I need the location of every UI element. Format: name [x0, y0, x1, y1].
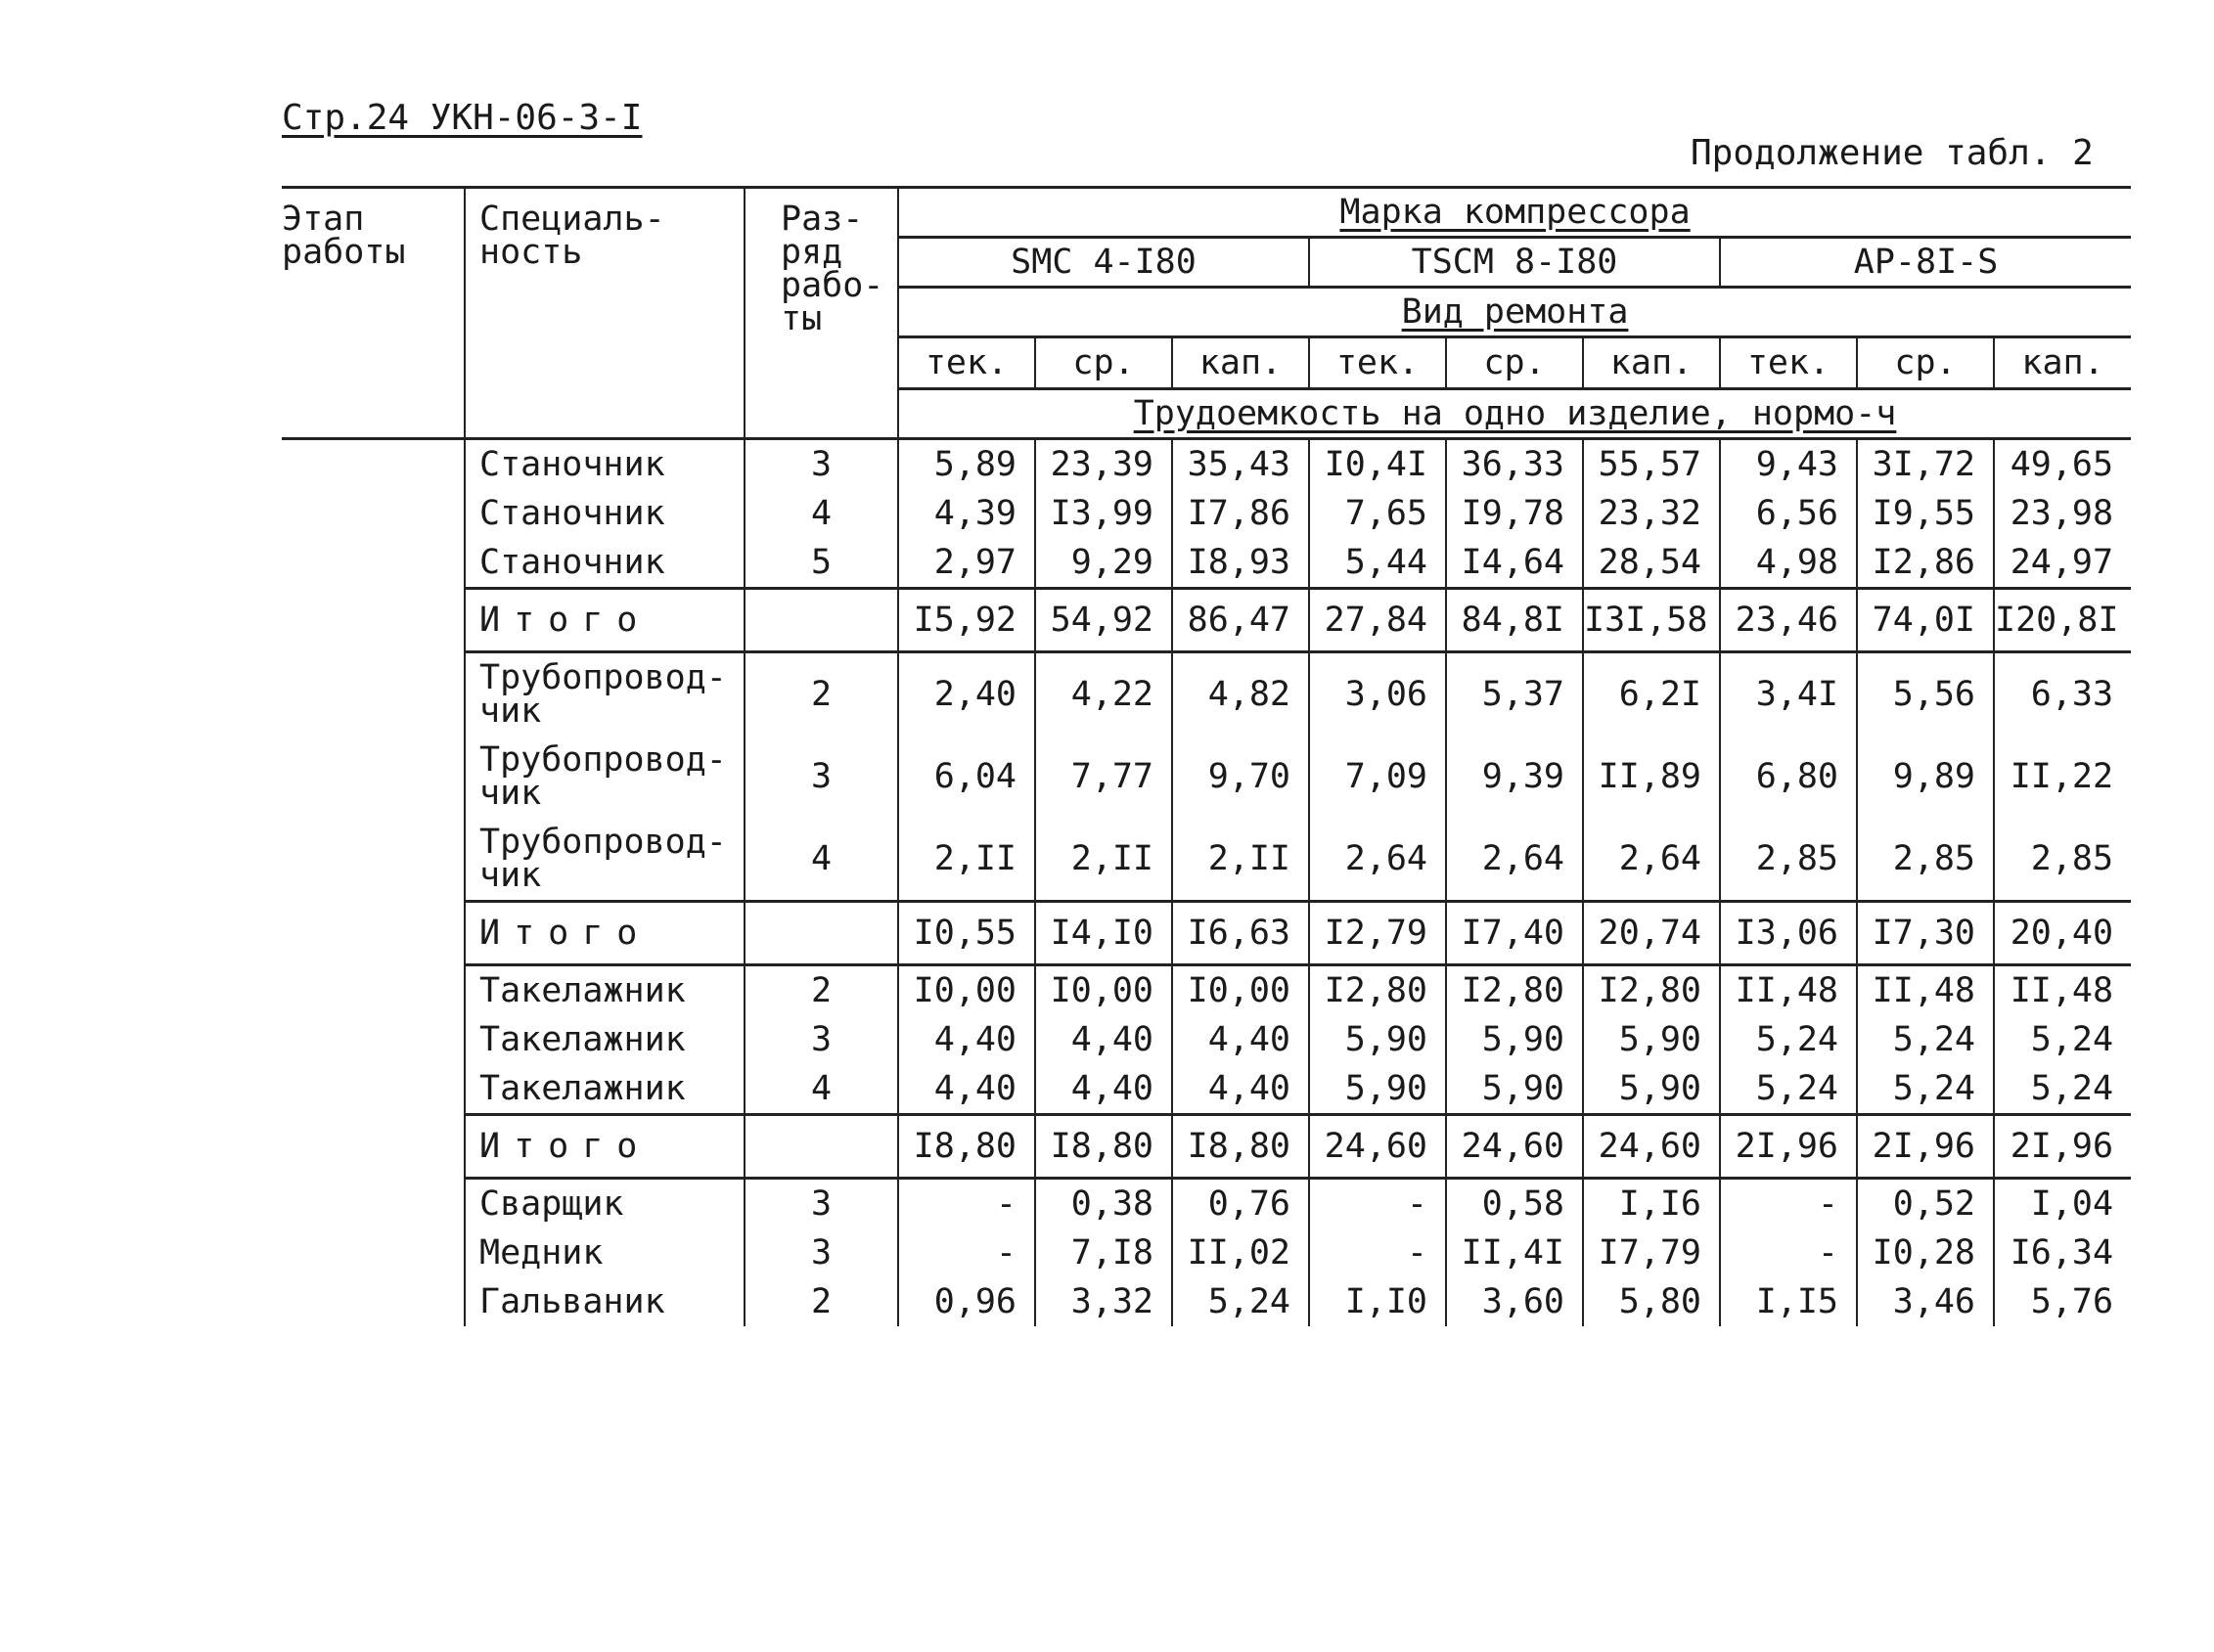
value-cell: 2,64: [1309, 818, 1446, 902]
specialty-cell: Медник: [465, 1228, 745, 1277]
value-cell: 2,II: [1172, 818, 1309, 902]
stage-cell: [282, 1015, 465, 1064]
rank-cell: 3: [745, 1179, 898, 1229]
total-value-cell: 23,46: [1720, 589, 1857, 652]
header-labor-intensity: Трудоемкость на одно изделие, нормо-ч: [898, 389, 2131, 439]
value-cell: -: [1309, 1228, 1446, 1277]
value-cell: 7,09: [1309, 736, 1446, 818]
total-value-cell: I4,I0: [1035, 902, 1172, 965]
value-cell: 5,24: [1994, 1015, 2131, 1064]
specialty-cell: Станочник: [465, 439, 745, 490]
value-cell: 5,90: [1583, 1064, 1720, 1115]
value-cell: 36,33: [1446, 439, 1583, 490]
value-cell: I2,80: [1583, 965, 1720, 1016]
header-repair-kind: ср.: [1446, 337, 1583, 389]
specialty-cell: Станочник: [465, 538, 745, 589]
value-cell: 23,39: [1035, 439, 1172, 490]
header-model-smc: SMC 4-I80: [898, 238, 1309, 288]
total-label: Итого: [465, 902, 745, 965]
value-cell: 6,80: [1720, 736, 1857, 818]
value-cell: 5,80: [1583, 1277, 1720, 1326]
value-cell: 23,32: [1583, 489, 1720, 538]
specialty-cell: Такелажник: [465, 1064, 745, 1115]
value-cell: 5,89: [898, 439, 1035, 490]
stage-cell: [282, 1179, 465, 1229]
rank-cell: 3: [745, 439, 898, 490]
specialty-cell: Такелажник: [465, 1015, 745, 1064]
total-value-cell: 20,40: [1994, 902, 2131, 965]
stage-cell: [282, 589, 465, 652]
value-cell: II,02: [1172, 1228, 1309, 1277]
value-cell: 3,32: [1035, 1277, 1172, 1326]
total-value-cell: I3I,58: [1583, 589, 1720, 652]
total-value-cell: 2I,96: [1720, 1115, 1857, 1179]
total-value-cell: I20,8I: [1994, 589, 2131, 652]
table-row: [282, 1064, 2131, 1115]
header-repair-kind: тек.: [1720, 337, 1857, 389]
value-cell: II,4I: [1446, 1228, 1583, 1277]
value-cell: I0,28: [1857, 1228, 1994, 1277]
value-cell: II,48: [1994, 965, 2131, 1016]
value-cell: 4,40: [1172, 1015, 1309, 1064]
value-cell: 2,40: [898, 652, 1035, 737]
value-cell: 5,56: [1857, 652, 1994, 737]
header-specialty: Специаль- ность: [465, 188, 745, 439]
value-cell: 5,90: [1446, 1015, 1583, 1064]
value-cell: 35,43: [1172, 439, 1309, 490]
value-cell: 5,24: [1994, 1064, 2131, 1115]
total-value-cell: I0,55: [898, 902, 1035, 965]
value-cell: 9,43: [1720, 439, 1857, 490]
total-value-cell: 24,60: [1583, 1115, 1720, 1179]
total-value-cell: 74,0I: [1857, 589, 1994, 652]
value-cell: 2,II: [1035, 818, 1172, 902]
table-row: [282, 1228, 2131, 1277]
specialty-cell: Станочник: [465, 489, 745, 538]
value-cell: 5,24: [1857, 1015, 1994, 1064]
total-value-cell: I8,80: [898, 1115, 1035, 1179]
value-cell: 5,76: [1994, 1277, 2131, 1326]
value-cell: 4,40: [1035, 1015, 1172, 1064]
value-cell: I7,79: [1583, 1228, 1720, 1277]
table-row: [282, 736, 2131, 818]
value-cell: 0,58: [1446, 1179, 1583, 1229]
value-cell: 5,90: [1309, 1015, 1446, 1064]
value-cell: 2,64: [1446, 818, 1583, 902]
rank-cell: 3: [745, 1015, 898, 1064]
value-cell: 7,I8: [1035, 1228, 1172, 1277]
total-label: Итого: [465, 1115, 745, 1179]
value-cell: 0,76: [1172, 1179, 1309, 1229]
value-cell: 55,57: [1583, 439, 1720, 490]
value-cell: II,22: [1994, 736, 2131, 818]
header-rank: Раз- ряд рабо- ты: [745, 188, 898, 439]
value-cell: 2,II: [898, 818, 1035, 902]
value-cell: II,89: [1583, 736, 1720, 818]
rank-cell: 2: [745, 1277, 898, 1326]
value-cell: 9,70: [1172, 736, 1309, 818]
stage-cell: [282, 489, 465, 538]
stage-cell: [282, 1115, 465, 1179]
value-cell: 6,56: [1720, 489, 1857, 538]
value-cell: 28,54: [1583, 538, 1720, 589]
total-label: Итого: [465, 589, 745, 652]
header-repair-kind: ср.: [1857, 337, 1994, 389]
header-model-tscm: TSCM 8-I80: [1309, 238, 1720, 288]
value-cell: 7,65: [1309, 489, 1446, 538]
value-cell: I,I6: [1583, 1179, 1720, 1229]
value-cell: 5,24: [1857, 1064, 1994, 1115]
value-cell: 5,90: [1446, 1064, 1583, 1115]
total-value-cell: 27,84: [1309, 589, 1446, 652]
specialty-cell: Трубопровод-чик: [465, 736, 745, 818]
stage-cell: [282, 736, 465, 818]
value-cell: 3I,72: [1857, 439, 1994, 490]
total-value-cell: I7,30: [1857, 902, 1994, 965]
total-value-cell: 20,74: [1583, 902, 1720, 965]
specialty-cell: Сварщик: [465, 1179, 745, 1229]
rank-cell: 3: [745, 736, 898, 818]
value-cell: 5,90: [1583, 1015, 1720, 1064]
value-cell: I4,64: [1446, 538, 1583, 589]
value-cell: I9,55: [1857, 489, 1994, 538]
value-cell: 9,39: [1446, 736, 1583, 818]
value-cell: I9,78: [1446, 489, 1583, 538]
total-value-cell: I2,79: [1309, 902, 1446, 965]
value-cell: I0,4I: [1309, 439, 1446, 490]
rank-cell: [745, 902, 898, 965]
rank-cell: 5: [745, 538, 898, 589]
value-cell: I,I5: [1720, 1277, 1857, 1326]
value-cell: I0,00: [1172, 965, 1309, 1016]
rank-cell: 4: [745, 489, 898, 538]
specialty-cell: Трубопровод-чик: [465, 818, 745, 902]
value-cell: 9,89: [1857, 736, 1994, 818]
total-value-cell: 2I,96: [1994, 1115, 2131, 1179]
value-cell: 2,85: [1994, 818, 2131, 902]
value-cell: 5,24: [1720, 1015, 1857, 1064]
stage-cell: [282, 439, 465, 490]
total-value-cell: I8,80: [1172, 1115, 1309, 1179]
total-value-cell: I8,80: [1035, 1115, 1172, 1179]
value-cell: 5,24: [1720, 1064, 1857, 1115]
stage-cell: [282, 538, 465, 589]
labor-table: [282, 186, 2131, 1326]
value-cell: 4,40: [898, 1015, 1035, 1064]
value-cell: 4,40: [898, 1064, 1035, 1115]
value-cell: 5,44: [1309, 538, 1446, 589]
table-row: [282, 652, 2131, 737]
value-cell: 5,37: [1446, 652, 1583, 737]
total-value-cell: 54,92: [1035, 589, 1172, 652]
value-cell: 2,85: [1857, 818, 1994, 902]
header-compressor-brand: Марка компрессора: [898, 188, 2131, 238]
specialty-cell: Гальваник: [465, 1277, 745, 1326]
value-cell: 7,77: [1035, 736, 1172, 818]
value-cell: 2,85: [1720, 818, 1857, 902]
table-row: [282, 965, 2131, 1016]
value-cell: I2,80: [1446, 965, 1583, 1016]
value-cell: I7,86: [1172, 489, 1309, 538]
stage-cell: [282, 1277, 465, 1326]
value-cell: 3,4I: [1720, 652, 1857, 737]
value-cell: 0,38: [1035, 1179, 1172, 1229]
value-cell: 4,39: [898, 489, 1035, 538]
total-value-cell: 24,60: [1446, 1115, 1583, 1179]
stage-cell: [282, 652, 465, 737]
rank-cell: 4: [745, 818, 898, 902]
total-value-cell: 86,47: [1172, 589, 1309, 652]
value-cell: I2,86: [1857, 538, 1994, 589]
value-cell: -: [1720, 1179, 1857, 1229]
table-row: [282, 489, 2131, 538]
stage-cell: [282, 965, 465, 1016]
page-reference: Стр.24 УКН-06-3-I: [282, 98, 643, 138]
value-cell: -: [898, 1228, 1035, 1277]
value-cell: I,I0: [1309, 1277, 1446, 1326]
specialty-cell: Трубопровод-чик: [465, 652, 745, 737]
value-cell: 9,29: [1035, 538, 1172, 589]
header-repair-kind: тек.: [898, 337, 1035, 389]
header-repair-kind: тек.: [1309, 337, 1446, 389]
table-row: [282, 538, 2131, 589]
total-value-cell: 84,8I: [1446, 589, 1583, 652]
value-cell: 5,24: [1172, 1277, 1309, 1326]
value-cell: I,04: [1994, 1179, 2131, 1229]
table-row: [282, 1015, 2131, 1064]
total-value-cell: I3,06: [1720, 902, 1857, 965]
rank-cell: 3: [745, 1228, 898, 1277]
value-cell: 4,40: [1172, 1064, 1309, 1115]
table-continuation-caption: Продолжение табл. 2: [1691, 133, 2094, 173]
header-repair-kind: кап.: [1172, 337, 1309, 389]
value-cell: 3,46: [1857, 1277, 1994, 1326]
rank-cell: 4: [745, 1064, 898, 1115]
value-cell: 0,52: [1857, 1179, 1994, 1229]
value-cell: 3,60: [1446, 1277, 1583, 1326]
header-stage: Этап работы: [282, 188, 465, 439]
header-repair-type: Вид ремонта: [898, 288, 2131, 337]
stage-cell: [282, 902, 465, 965]
value-cell: 4,98: [1720, 538, 1857, 589]
total-value-cell: I5,92: [898, 589, 1035, 652]
table-row: [282, 439, 2131, 490]
value-cell: I0,00: [898, 965, 1035, 1016]
value-cell: 5,90: [1309, 1064, 1446, 1115]
value-cell: 24,97: [1994, 538, 2131, 589]
table-row: [282, 1277, 2131, 1326]
total-value-cell: I7,40: [1446, 902, 1583, 965]
value-cell: I8,93: [1172, 538, 1309, 589]
value-cell: II,48: [1720, 965, 1857, 1016]
value-cell: 4,82: [1172, 652, 1309, 737]
value-cell: -: [898, 1179, 1035, 1229]
value-cell: 23,98: [1994, 489, 2131, 538]
table-row: [282, 1179, 2131, 1229]
value-cell: -: [1309, 1179, 1446, 1229]
value-cell: II,48: [1857, 965, 1994, 1016]
value-cell: -: [1720, 1228, 1857, 1277]
value-cell: 2,64: [1583, 818, 1720, 902]
header-repair-kind: кап.: [1583, 337, 1720, 389]
value-cell: 49,65: [1994, 439, 2131, 490]
total-row: [282, 589, 2131, 652]
rank-cell: 2: [745, 652, 898, 737]
rank-cell: [745, 1115, 898, 1179]
value-cell: I0,00: [1035, 965, 1172, 1016]
value-cell: I2,80: [1309, 965, 1446, 1016]
value-cell: 6,33: [1994, 652, 2131, 737]
stage-cell: [282, 818, 465, 902]
value-cell: 4,40: [1035, 1064, 1172, 1115]
specialty-cell: Такелажник: [465, 965, 745, 1016]
value-cell: 0,96: [898, 1277, 1035, 1326]
stage-cell: [282, 1064, 465, 1115]
total-value-cell: 2I,96: [1857, 1115, 1994, 1179]
total-row: [282, 1115, 2131, 1179]
header-repair-kind: ср.: [1035, 337, 1172, 389]
value-cell: I3,99: [1035, 489, 1172, 538]
stage-cell: [282, 1228, 465, 1277]
total-row: [282, 902, 2131, 965]
value-cell: I6,34: [1994, 1228, 2131, 1277]
total-value-cell: 24,60: [1309, 1115, 1446, 1179]
rank-cell: [745, 589, 898, 652]
value-cell: 3,06: [1309, 652, 1446, 737]
header-model-ap: AP-8I-S: [1720, 238, 2131, 288]
header-repair-kind: кап.: [1994, 337, 2131, 389]
rank-cell: 2: [745, 965, 898, 1016]
value-cell: 2,97: [898, 538, 1035, 589]
value-cell: 6,04: [898, 736, 1035, 818]
table-body: [282, 439, 2131, 1327]
total-value-cell: I6,63: [1172, 902, 1309, 965]
value-cell: 6,2I: [1583, 652, 1720, 737]
value-cell: 4,22: [1035, 652, 1172, 737]
table-row: [282, 818, 2131, 902]
